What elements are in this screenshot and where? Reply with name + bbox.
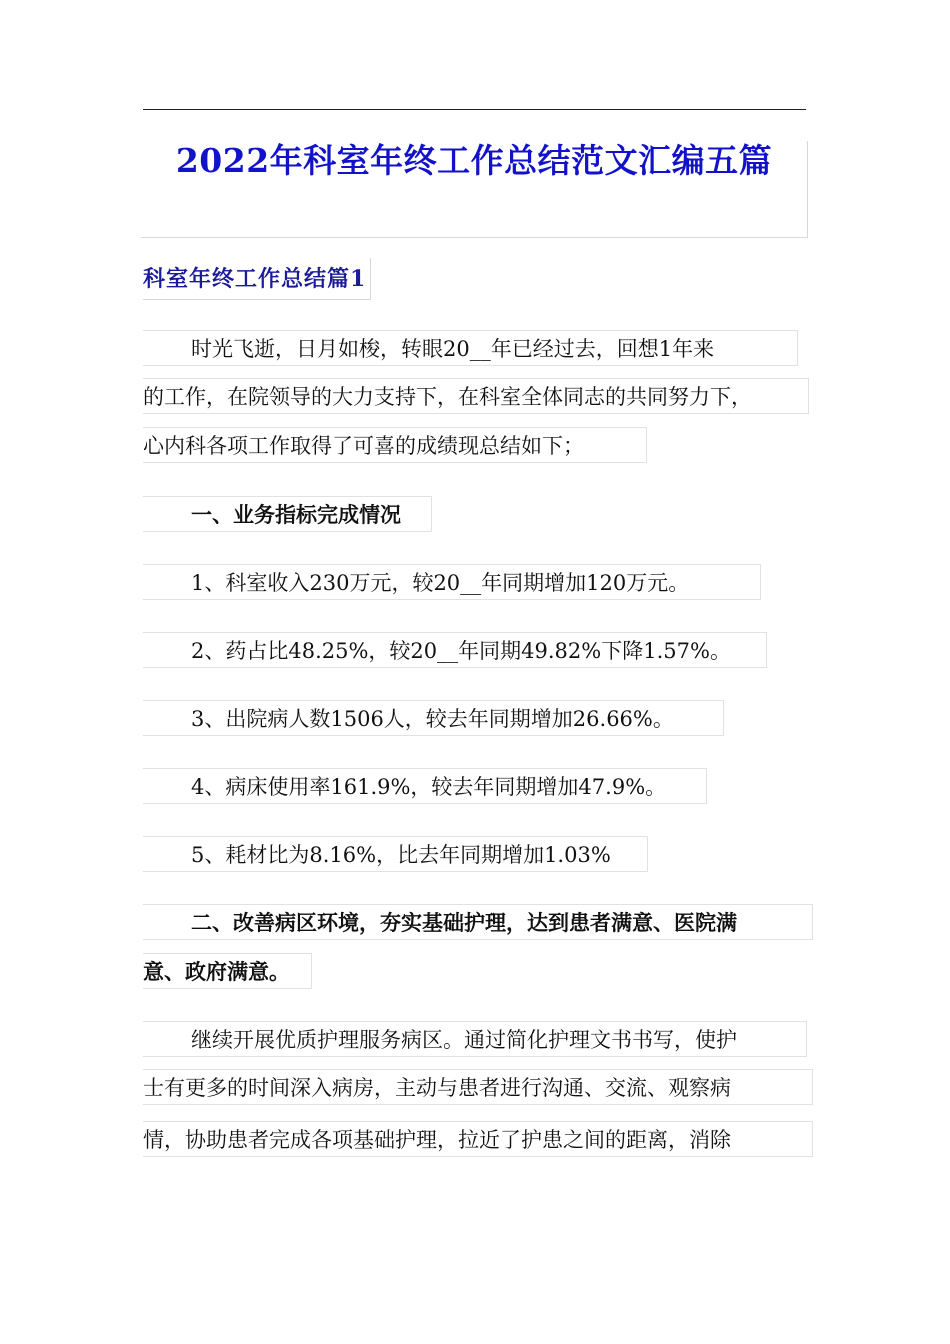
article-subheading: 科室年终工作总结篇1 [143, 258, 371, 300]
section2-body-line-2: 士有更多的时间深入病房，主动与患者进行沟通、交流、观察病 [143, 1069, 813, 1105]
section2-body-line-3: 情，协助患者完成各项基础护理，拉近了护患之间的距离，消除 [143, 1121, 813, 1157]
section2-heading-line-2: 意、政府满意。 [143, 953, 312, 989]
section2-heading-line-1: 二、改善病区环境，夯实基础护理，达到患者满意、医院满 [143, 904, 813, 940]
section1-item-4: 4、病床使用率161.9%，较去年同期增加47.9%。 [143, 768, 707, 804]
document-title: 2022年科室年终工作总结范文汇编五篇 [175, 141, 773, 180]
header-rule [143, 109, 806, 110]
section1-heading: 一、业务指标完成情况 [143, 496, 432, 532]
title-box [141, 141, 808, 238]
section2-body-line-1: 继续开展优质护理服务病区。通过简化护理文书书写，使护 [143, 1021, 807, 1057]
intro-line-2: 的工作，在院领导的大力支持下，在科室全体同志的共同努力下， [143, 378, 809, 414]
section1-item-5: 5、耗材比为8.16%，比去年同期增加1.03% [143, 836, 648, 872]
intro-line-3: 心内科各项工作取得了可喜的成绩现总结如下； [143, 427, 647, 463]
intro-line-1: 时光飞逝，日月如梭，转眼20__年已经过去，回想1年来 [143, 330, 798, 366]
section1-item-1: 1、科室收入230万元，较20__年同期增加120万元。 [143, 564, 761, 600]
section1-item-2: 2、药占比48.25%，较20__年同期49.82%下降1.57%。 [143, 632, 767, 668]
section1-item-3: 3、出院病人数1506人，较去年同期增加26.66%。 [143, 700, 724, 736]
